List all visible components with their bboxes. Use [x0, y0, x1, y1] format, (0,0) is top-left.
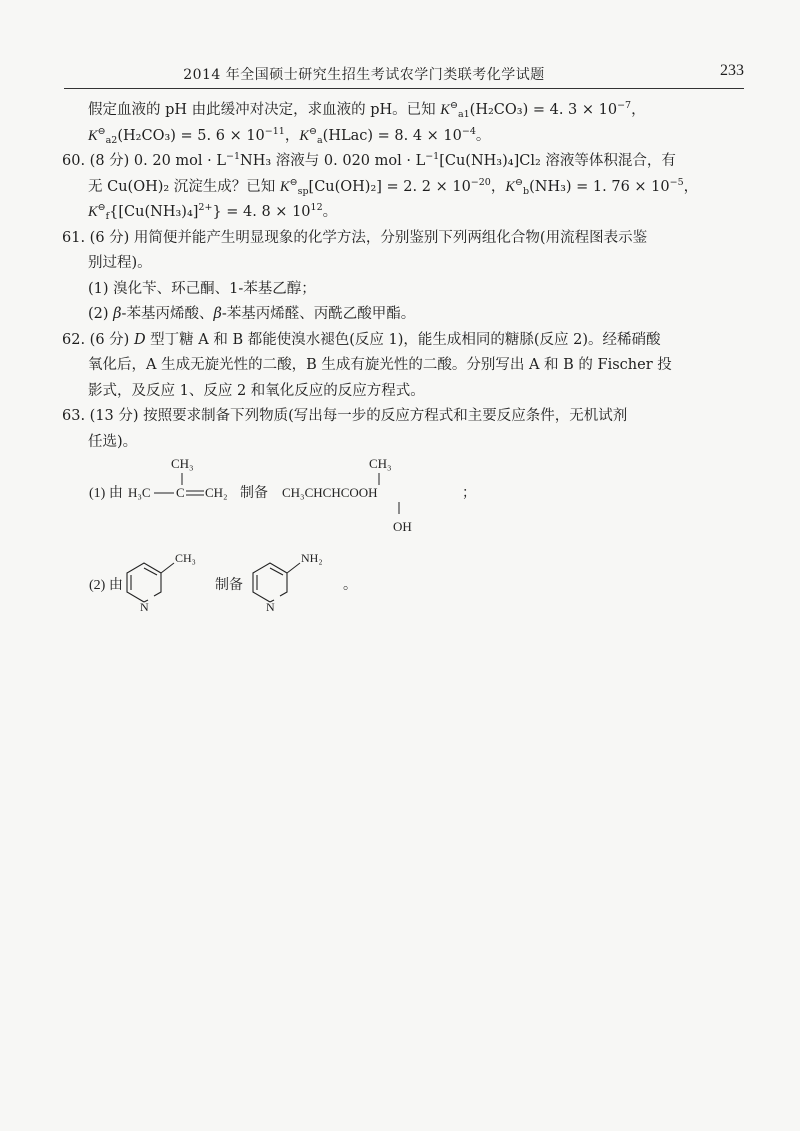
q61-item-2: (2) β-苯基丙烯酸、β-苯基丙烯醛、丙酰乙酸甲酯。: [88, 306, 416, 322]
q60-line-3: $K^⊖_f\{[Cu(NH_3)_4]^{2+}\} = 4$. $8 \times 10^{12}$。: [88, 202, 338, 222]
q62-line-2: 氧化后，A 生成无旋光性的二酸，B 生成有旋光性的二酸。分别写出 A 和 B 的 Fischer 投: [88, 357, 672, 373]
part2-end: 。: [343, 578, 357, 593]
s3-methyl: CH₃: [175, 551, 196, 565]
q63-part1: [60, 450, 480, 540]
q61-line-1: 61. (6 分) 用简便并能产生明显现象的化学方法，分别鉴别下列两组化合物(用流程图表示鉴: [62, 229, 648, 246]
q60-line-2: 无 Cu(OH)₂ 沉淀生成？已知 $K^⊖_{sp}[Cu(OH)_2] = 2$. $2 \times 10^{-20}$，$K^⊖_b(NH_3) = 1$. $76 \times 10^{-5}$，: [88, 176, 699, 197]
q61-item-1: (1) 溴化苄、环己酮、1-苯基乙醇；: [88, 280, 316, 297]
s2-hydroxyl: OH: [393, 519, 412, 534]
q61-line-2: 别过程)。: [88, 255, 152, 271]
part2-verb: 制备: [215, 578, 243, 593]
q60-line-1: 60. (8 分) 0. 20 mol · $L^{-1}NH_3$ 溶液与 0. 020 mol · $L^{-1}[Cu(NH_3)_4]Cl_2$ 溶液等体积混合，有: [62, 151, 676, 169]
s4-amino: NH₂: [301, 551, 323, 565]
header-title: 2014 年全国硕士研究生招生考试农学门类联考化学试题: [183, 67, 545, 83]
s4-nitrogen: N: [266, 600, 275, 614]
s1-top-methyl: CH₃: [171, 456, 194, 471]
s2-main-chain: CH₃CHCHCOOH: [282, 485, 378, 500]
question-body: [62, 98, 746, 455]
q59-line-1: 假定血液的 pH 由此缓冲对决定，求血液的 pH。已知 $K^⊖_{a1}(H_2CO_3) = 4$. $3 \times 10^{-7}$，: [88, 100, 646, 120]
part1-prefix: (1) 由: [89, 486, 123, 501]
page-number: 233: [720, 62, 744, 79]
q63-part2: [60, 545, 380, 625]
part1-verb: 制备: [240, 486, 268, 501]
q63-part2-structures: [60, 545, 380, 625]
q63-line-1: 63. (13 分) 按照要求制备下列物质(写出每一步的反应方程式和主要反应条件，无机试剂: [62, 408, 628, 424]
s1-central-carbon: C: [176, 485, 185, 500]
part1-end: ；: [462, 486, 476, 501]
q59-line-2: $K^⊖_{a2}(H_2CO_3) = 5$. $6 \times 10^{-11}$，$K^⊖_a(HLac) = 8$. $4 \times 10^{-4}$。: [88, 125, 491, 146]
pyridine-ring-left: [127, 563, 174, 602]
s1-methylene: CH₂: [205, 485, 228, 500]
s1-left-methyl: H₃C: [128, 485, 151, 500]
q62-line-3: 影式，及反应 1、反应 2 和氧化反应的反应方程式。: [88, 382, 425, 399]
q62-line-1: 62. (6 分) D 型丁糖 A 和 B 都能使溴水褪色(反应 1)，能生成相同的糖脎(反应 2)。经稀硝酸: [62, 331, 661, 348]
q63-line-2: 任选)。: [88, 433, 138, 450]
s3-nitrogen: N: [140, 600, 149, 614]
s2-top-methyl: CH₃: [369, 456, 392, 471]
running-header: [64, 60, 744, 86]
pyridine-ring-right: [253, 563, 300, 602]
q63-part1-structures: [60, 450, 480, 540]
part2-prefix: (2) 由: [89, 578, 123, 593]
header-rule: [64, 88, 744, 89]
